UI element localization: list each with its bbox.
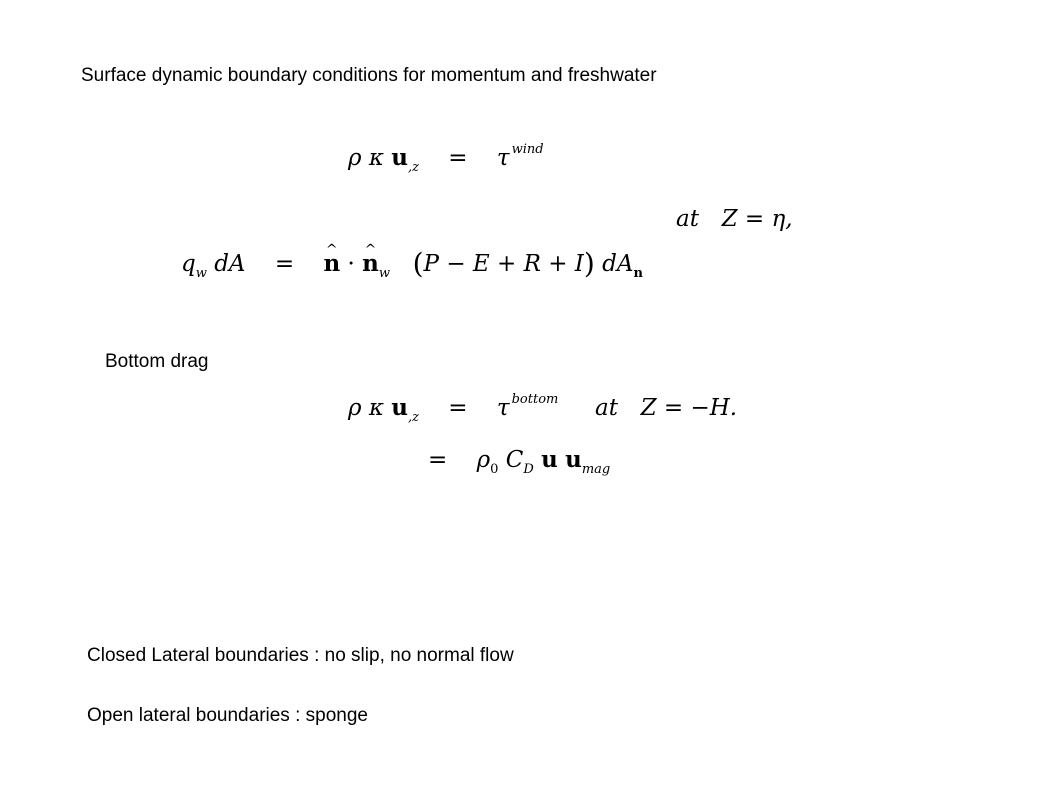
w-subscript: w bbox=[195, 266, 207, 281]
close-paren: ) bbox=[583, 247, 595, 280]
zero-subscript: 0 bbox=[490, 462, 499, 477]
z-derivative-subscript: ,z bbox=[407, 410, 419, 425]
tau-symbol: τ bbox=[496, 395, 510, 421]
mag-subscript: mag bbox=[581, 462, 611, 477]
closed-lateral-boundaries-text: Closed Lateral boundaries : no slip, no normal flow bbox=[87, 645, 514, 666]
n-hat-subscript: n bbox=[633, 266, 643, 281]
d-subscript: D bbox=[523, 462, 534, 477]
kappa-symbol: κ bbox=[368, 395, 384, 421]
freshwater-flux-equation bbox=[181, 247, 643, 281]
rho-symbol: ρ bbox=[348, 395, 362, 421]
bottom-drag-label: Bottom drag bbox=[105, 351, 209, 372]
velocity-symbol: u bbox=[565, 446, 582, 473]
water-normal-vector: ^ n bbox=[362, 252, 379, 275]
z-derivative-subscript: ,z bbox=[407, 160, 419, 175]
q-symbol: q bbox=[181, 251, 196, 277]
flux-terms: P − E + R + I bbox=[423, 251, 584, 277]
open-paren: ( bbox=[412, 247, 424, 280]
equals-sign: = bbox=[274, 251, 295, 277]
velocity-symbol: u bbox=[391, 394, 408, 421]
velocity-symbol: u bbox=[391, 144, 408, 171]
rho-symbol: ρ bbox=[476, 447, 491, 473]
equals-sign: = bbox=[448, 395, 468, 421]
drag-coefficient: C bbox=[505, 447, 524, 473]
quadratic-drag-equation bbox=[406, 446, 611, 477]
equals-sign: = bbox=[448, 145, 468, 171]
open-lateral-boundaries-text: Open lateral boundaries : sponge bbox=[87, 705, 368, 726]
bottom-superscript: bottom bbox=[511, 392, 559, 407]
area-element: dA bbox=[602, 251, 634, 277]
rho-symbol: ρ bbox=[348, 145, 362, 171]
tau-symbol: τ bbox=[496, 145, 510, 171]
surface-location-condition bbox=[676, 208, 793, 231]
dot-operator: · bbox=[347, 251, 355, 277]
bottom-stress-equation bbox=[348, 392, 738, 425]
z-symbol: Z bbox=[640, 395, 657, 421]
normal-unit-vector: ^ n bbox=[323, 252, 340, 275]
wind-superscript: wind bbox=[511, 142, 544, 157]
w-subscript: w bbox=[378, 266, 390, 281]
velocity-symbol: u bbox=[541, 446, 558, 473]
at-word: at bbox=[676, 206, 699, 232]
wind-stress-equation bbox=[348, 142, 544, 175]
eta-expression: = η, bbox=[744, 206, 793, 232]
equals-sign: = bbox=[428, 447, 448, 473]
slide-heading: Surface dynamic boundary conditions for momentum and freshwater bbox=[81, 65, 657, 86]
area-element: dA bbox=[214, 251, 246, 277]
at-word: at bbox=[595, 395, 618, 421]
z-symbol: Z bbox=[721, 206, 738, 232]
kappa-symbol: κ bbox=[368, 145, 384, 171]
minus-h-expression: = −H. bbox=[663, 395, 738, 421]
